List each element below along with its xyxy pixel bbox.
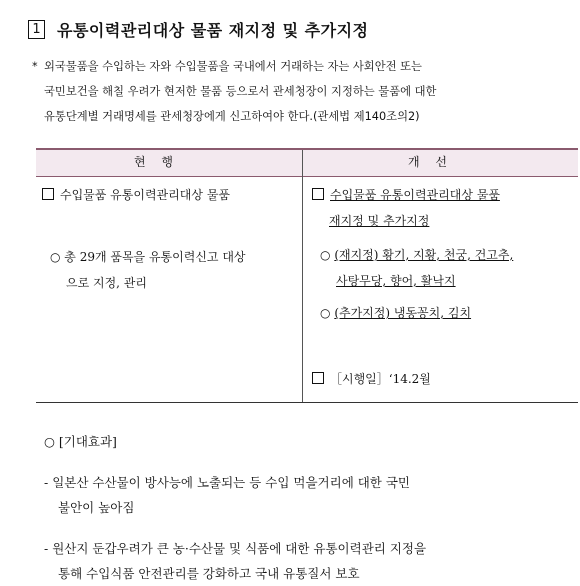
table-column-divider: [302, 150, 303, 402]
effective-date: [312, 366, 431, 392]
note-line-2: 국민보건을 해칠 우려가 현저한 물품 등으로서 관세청장이 지정하는 물품에 대한: [44, 85, 437, 98]
current-item: [42, 182, 230, 208]
checkbox-square-icon: [42, 188, 54, 200]
bullet-marker: ○: [320, 248, 331, 262]
bullet-marker: ○: [320, 306, 331, 320]
section-title: 유통이력관리대상 물품 재지정 및 추가지정: [57, 21, 369, 40]
table-bottom-border: [36, 402, 578, 403]
checkbox-square-icon: [312, 188, 324, 200]
effect-item-2-line-1: - 원산지 둔갑우려가 큰 농·수산물 및 식품에 대한 유통이력관리 지정을: [44, 541, 427, 556]
header-improved: 개 선: [408, 155, 453, 169]
effect-item-1-line-2: 불안이 높아짐: [58, 500, 135, 515]
note-line-3: 유통단계별 거래명세를 관세청장에게 신고하여야 한다.(관세법 제140조의2): [44, 110, 420, 123]
header-current: 현 행: [134, 155, 179, 169]
effect-item-1: [44, 470, 574, 520]
current-item-text: 수입물품 유통이력관리대상 물품: [60, 188, 230, 202]
note-line-1: 외국물품을 수입하는 자와 수입물품을 국내에서 거래하는 자는 사회안전 또는: [44, 60, 422, 73]
comparison-table: [36, 148, 578, 404]
section-heading: [28, 18, 369, 41]
improved-item: [312, 182, 574, 234]
checkbox-square-icon: [312, 372, 324, 384]
current-bullet: [50, 244, 298, 296]
note-marker: *: [32, 60, 38, 73]
additional-designation-text: (추가지정) 냉동꽁치, 김치: [334, 306, 472, 320]
current-bullet-line-2: 으로 지정, 관리: [66, 276, 147, 290]
improved-bullet-2: [320, 300, 576, 326]
redesignation-line-2: 사탕무당, 향어, 활낙지: [336, 274, 456, 288]
current-bullet-line-1: ○ 총 29개 품목을 유통이력신고 대상: [50, 250, 246, 264]
improved-item-line-2: 재지정 및 추가지정: [329, 214, 430, 228]
improved-item-line-1: 수입물품 유통이력관리대상 물품: [330, 188, 500, 202]
redesignation-text: (재지정) 황기, 지황, 천궁, 건고추,: [334, 248, 514, 262]
legal-note: [32, 54, 554, 129]
effective-date-text: ［시행일］‘14.2월: [330, 372, 431, 386]
effect-item-2: [44, 536, 574, 586]
section-number-box: 1: [28, 20, 45, 39]
effect-item-1-line-1: - 일본산 수산물이 방사능에 노출되는 등 수입 먹을거리에 대한 국민: [44, 475, 411, 490]
improved-bullet-1: [320, 242, 576, 294]
table-header-row: [36, 150, 578, 176]
effect-item-2-line-2: 통해 수입식품 안전관리를 강화하고 국내 유통질서 보호: [58, 566, 360, 581]
expected-effect-header: ○ [기대효과]: [44, 434, 117, 449]
table-header-underline: [36, 176, 578, 177]
